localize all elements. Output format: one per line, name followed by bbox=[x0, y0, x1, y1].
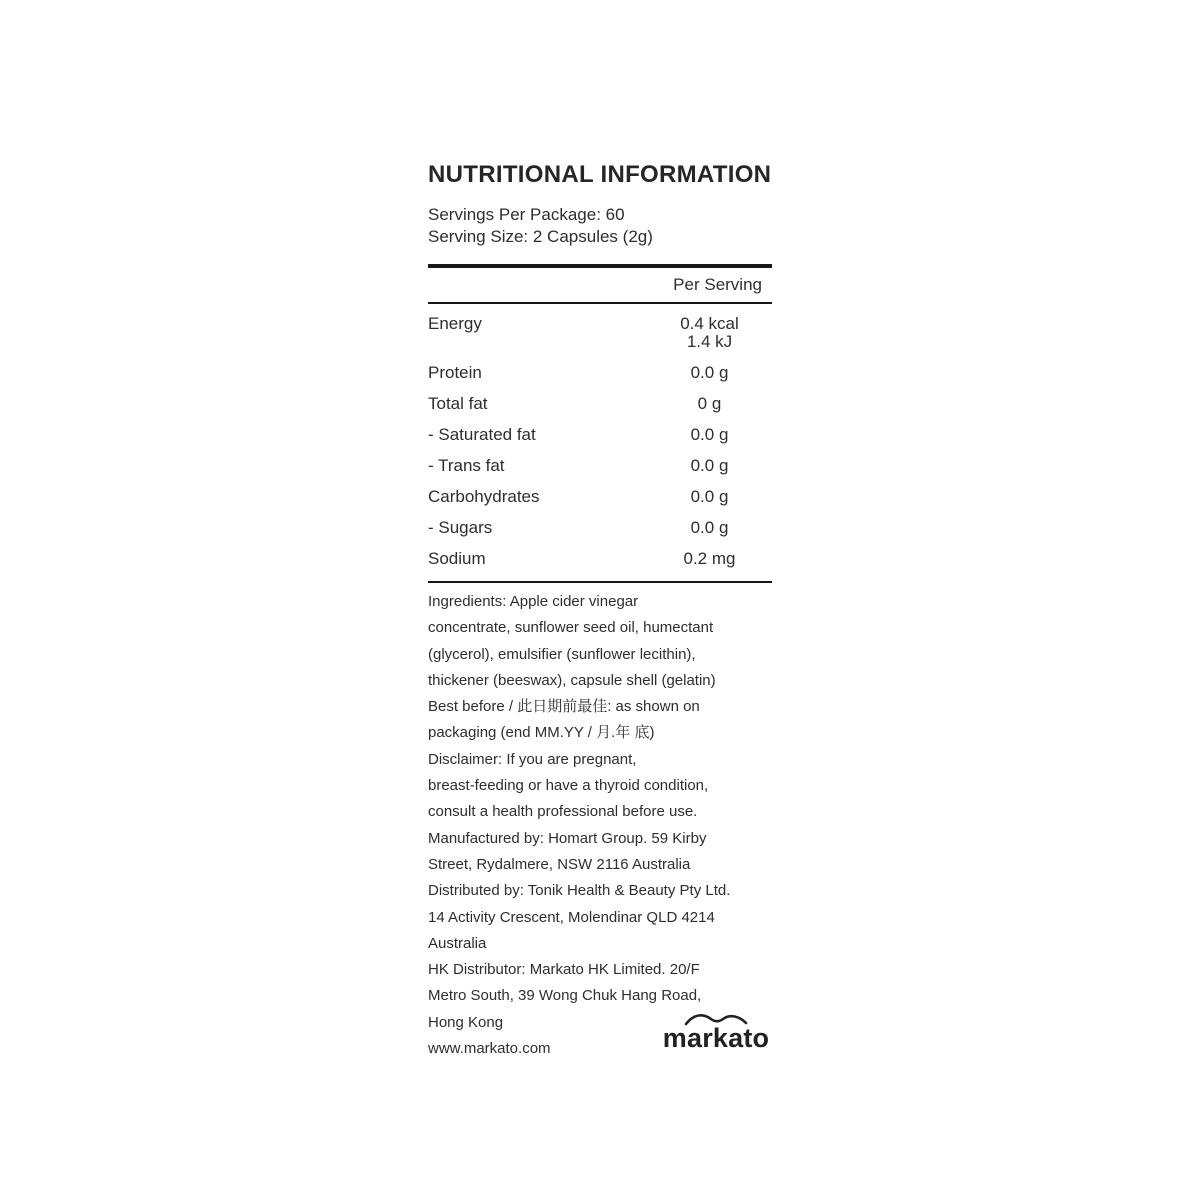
row-label: - Saturated fat bbox=[428, 425, 536, 444]
row-label: Carbohydrates bbox=[428, 487, 540, 506]
nutrition-table bbox=[428, 304, 772, 568]
text-line: Hong Kong bbox=[428, 1013, 504, 1031]
table-row-total-fat bbox=[428, 395, 772, 413]
table-row-protein bbox=[428, 364, 772, 382]
table-row-carbohydrates bbox=[428, 488, 772, 506]
row-label: Total fat bbox=[428, 394, 488, 413]
column-header-per-serving: Per Serving bbox=[673, 275, 762, 294]
page-title: NUTRITIONAL INFORMATION bbox=[428, 161, 772, 188]
details-section-ingredients bbox=[428, 589, 772, 694]
details-section-distributed-by bbox=[428, 878, 772, 957]
text-line: Distributed by: Tonik Health & Beauty Pty Ltd. bbox=[428, 882, 731, 900]
text-line: 14 Activity Crescent, Molendinar QLD 4214 bbox=[428, 908, 715, 926]
row-value bbox=[652, 519, 767, 537]
value-line: 1.4 kJ bbox=[686, 332, 733, 351]
table-row-energy bbox=[428, 315, 772, 351]
text-line: Best before / 此日期前最佳: as shown on bbox=[428, 698, 700, 716]
row-value bbox=[652, 395, 767, 413]
serving-size: Serving Size: 2 Capsules (2g) bbox=[428, 227, 653, 246]
value-line: 0.0 g bbox=[690, 456, 729, 475]
text-line: breast-feeding or have a thyroid condition, bbox=[428, 777, 709, 795]
text-line: Manufactured by: Homart Group. 59 Kirby bbox=[428, 829, 707, 847]
table-row-sugars bbox=[428, 519, 772, 537]
servings-per-package: Servings Per Package: 60 bbox=[428, 205, 625, 224]
row-label: - Trans fat bbox=[428, 456, 505, 475]
value-line: 0.0 g bbox=[690, 518, 729, 537]
text-line: packaging (end MM.YY / 月.年 底) bbox=[428, 724, 655, 742]
text-line: concentrate, sunflower seed oil, humectant bbox=[428, 619, 714, 637]
text-line: Ingredients: Apple cider vinegar bbox=[428, 593, 639, 610]
table-row-saturated-fat bbox=[428, 426, 772, 444]
row-value bbox=[652, 364, 767, 382]
row-value bbox=[652, 488, 767, 506]
value-line: 0.2 mg bbox=[683, 549, 736, 568]
row-label: Protein bbox=[428, 363, 482, 382]
value-line: 0 g bbox=[697, 394, 722, 413]
text-line: Metro South, 39 Wong Chuk Hang Road, bbox=[428, 987, 702, 1005]
row-value bbox=[652, 426, 767, 444]
text-line: www.markato.com bbox=[428, 1040, 551, 1058]
row-value bbox=[652, 550, 767, 568]
text-line: consult a health professional before use. bbox=[428, 803, 698, 821]
logo-wordmark: markato bbox=[662, 1023, 770, 1053]
details-section-disclaimer bbox=[428, 747, 772, 826]
row-label: Sodium bbox=[428, 549, 486, 568]
value-line: 0.0 g bbox=[690, 487, 729, 506]
table-row-sodium bbox=[428, 550, 772, 568]
table-row-trans-fat bbox=[428, 457, 772, 475]
text-line: Australia bbox=[428, 934, 487, 952]
row-value bbox=[652, 457, 767, 475]
row-value bbox=[652, 315, 767, 351]
row-label: Energy bbox=[428, 314, 482, 333]
text-line: (glycerol), emulsifier (sunflower lecithin), bbox=[428, 645, 696, 663]
row-label: - Sugars bbox=[428, 518, 493, 537]
value-line: 0.0 g bbox=[690, 425, 729, 444]
markato-logo bbox=[660, 1011, 772, 1051]
details-section-best-before bbox=[428, 694, 772, 747]
text-line: thickener (beeswax), capsule shell (gelatin) bbox=[428, 671, 716, 689]
text-line: Disclaimer: If you are pregnant, bbox=[428, 750, 637, 768]
value-line: 0.0 g bbox=[690, 363, 729, 382]
nutrition-label bbox=[428, 160, 772, 1062]
details-section-manufactured-by bbox=[428, 826, 772, 879]
value-line: 0.4 kcal bbox=[680, 314, 739, 333]
text-line: Street, Rydalmere, NSW 2116 Australia bbox=[428, 855, 691, 873]
details-text bbox=[428, 583, 772, 1062]
text-line: HK Distributor: Markato HK Limited. 20/F bbox=[428, 961, 700, 979]
